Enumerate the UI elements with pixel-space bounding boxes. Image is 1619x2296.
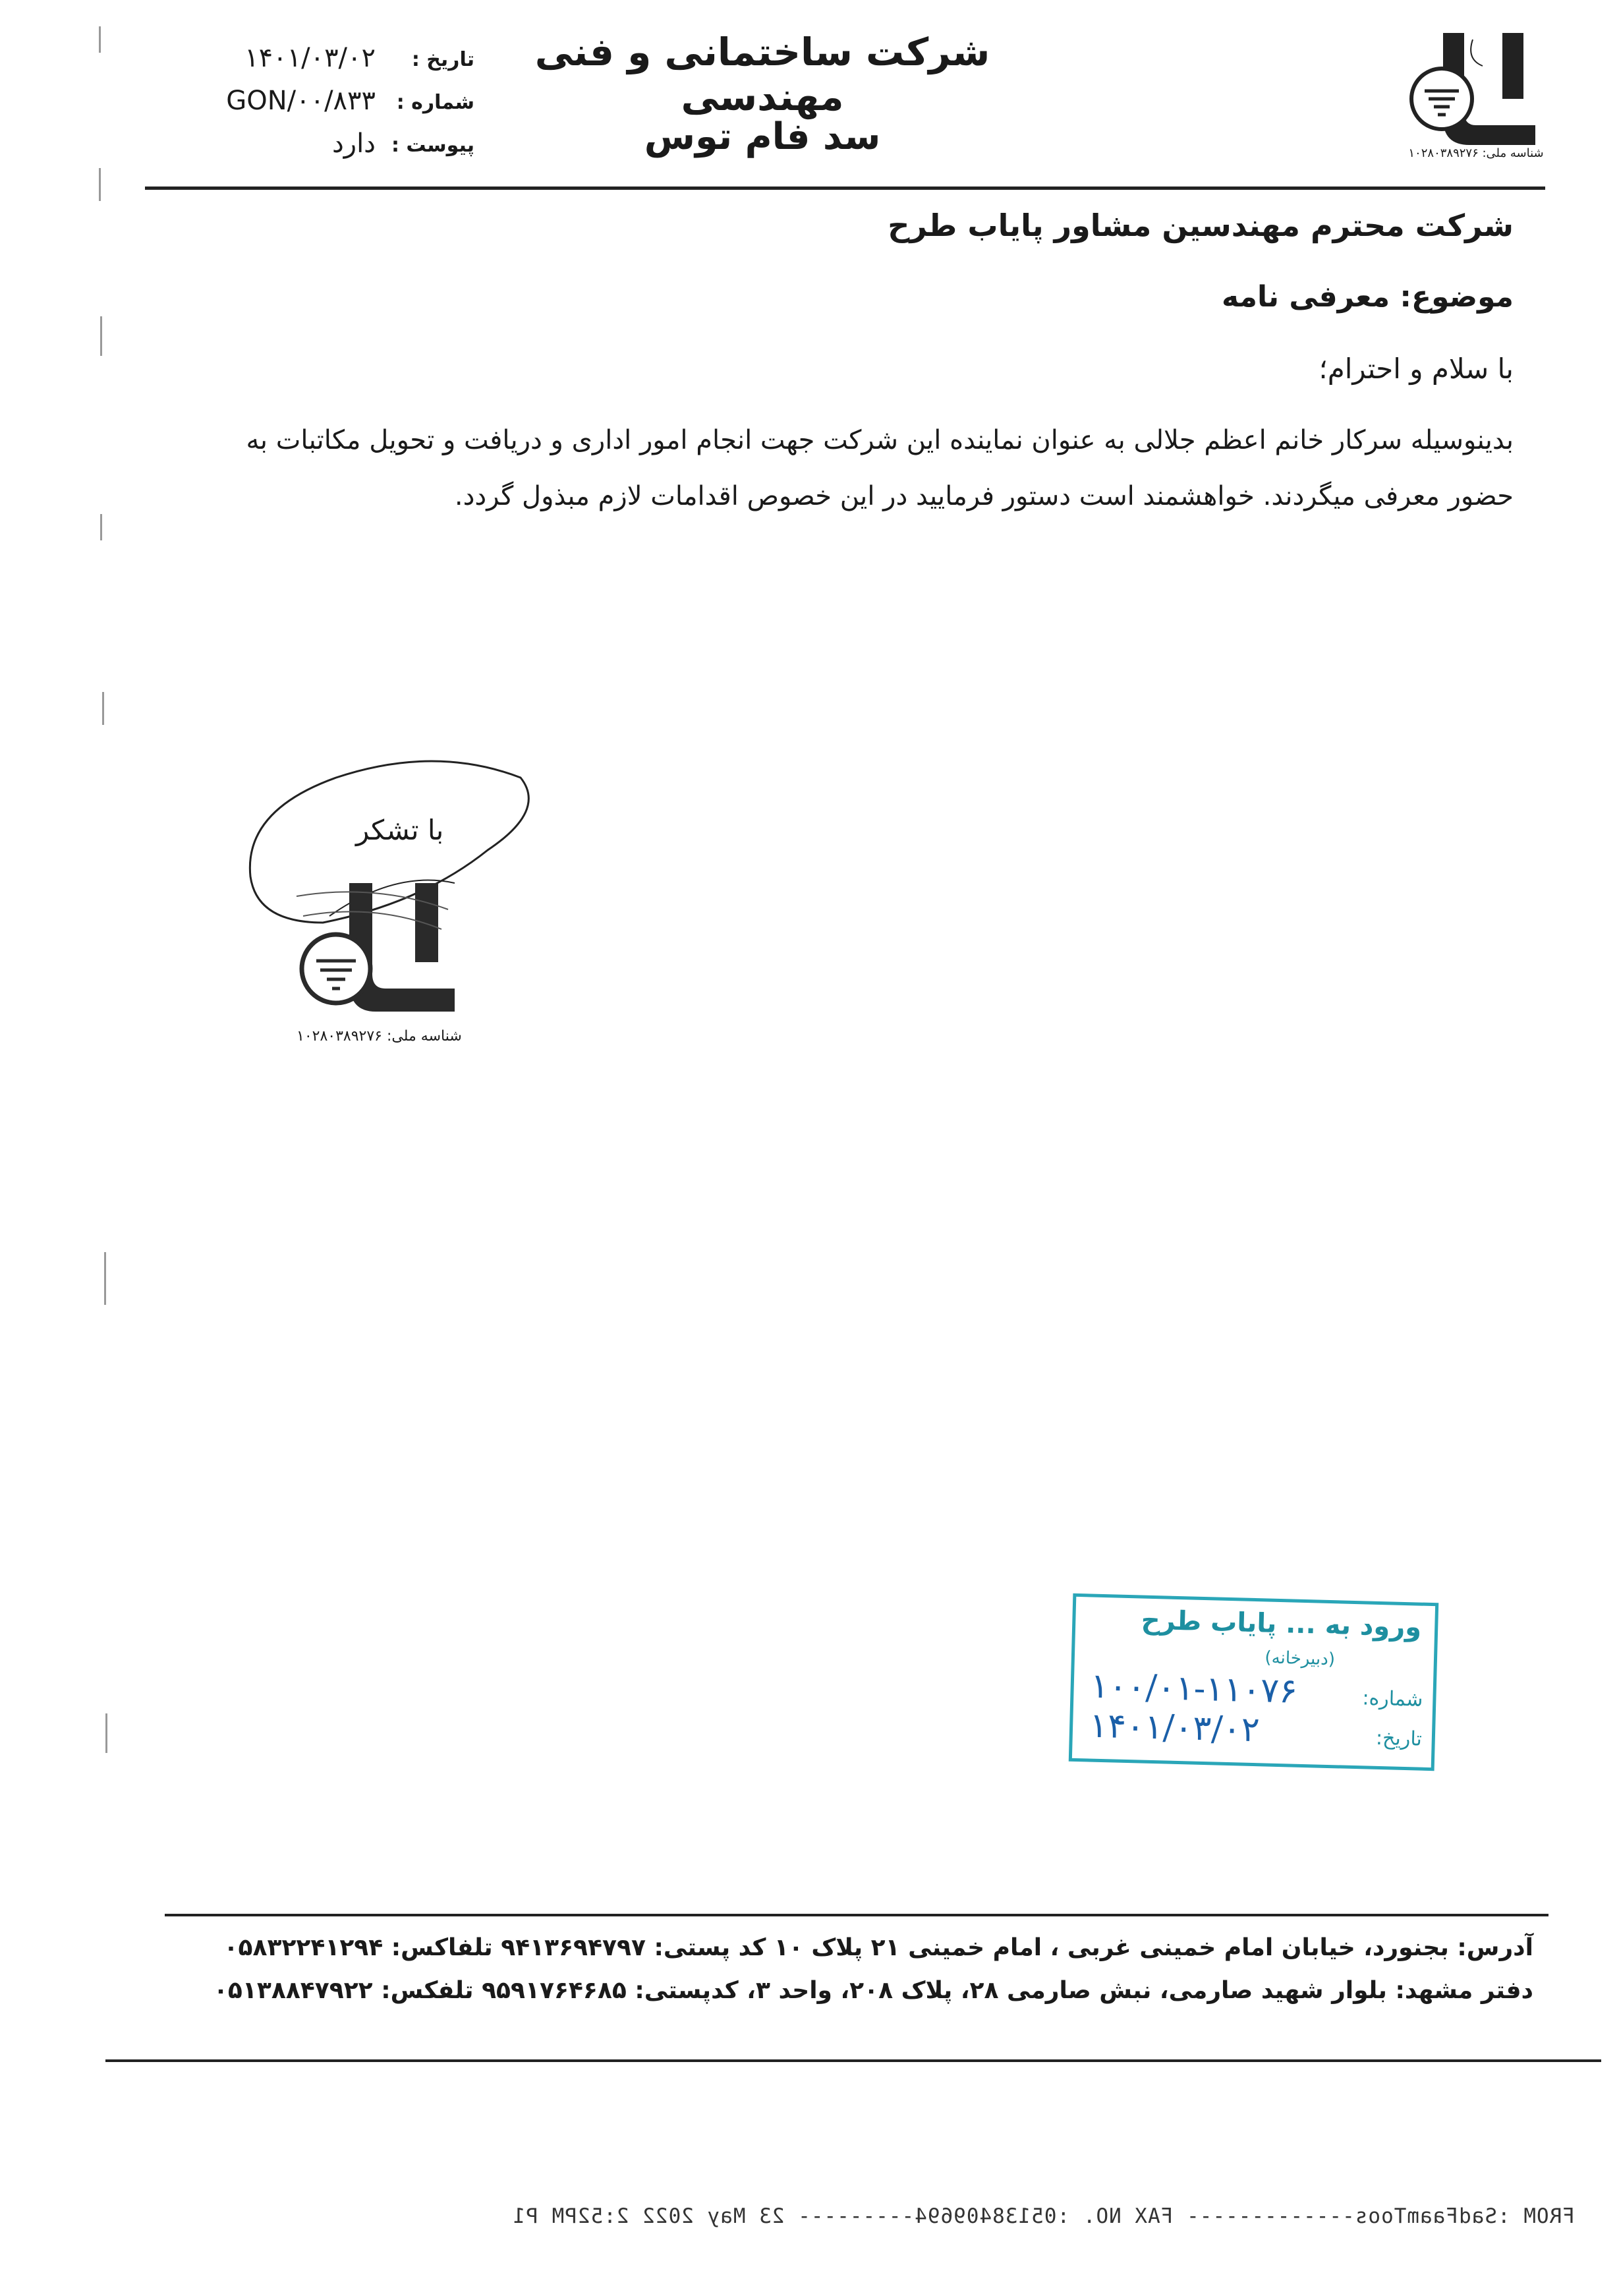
- stamp-subtitle: (دبیرخانه): [1264, 1648, 1336, 1670]
- margin-mark: [100, 514, 102, 540]
- company-subname: سد فام توس: [644, 115, 881, 158]
- stamp-title: ورود به ... پایاب طرح: [1141, 1605, 1422, 1643]
- footer-address-mashhad: دفتر مشهد: بلوار شهید صارمی، نبش صارمی ۲۸، پلاک ۲۰۸، واحد ۳، کدپستی: ۹۵۹۱۷۶۴۶۸۵ تلفکس: ۰۵۱۳۸۸۴۷۹۲۲: [213, 1977, 1533, 2004]
- meta-date: [185, 43, 474, 80]
- margin-mark: [104, 1252, 106, 1305]
- stamp-date-label: تاریخ:: [1375, 1726, 1423, 1751]
- stamp-number-value: ۱۰۰/۰۱-۱۱۰۷۶: [1089, 1666, 1298, 1711]
- meta-number-label: شماره :: [396, 91, 474, 114]
- margin-mark: [102, 692, 104, 725]
- company-name: شرکت ساختمانی و فنی مهندسی: [534, 30, 990, 119]
- letter-body-line: بدینوسیله سرکار خانم اعظم جلالی به عنوان نماینده این شرکت جهت انجام امور اداری و دریافت و تحویل مکاتبات به: [246, 425, 1514, 455]
- margin-mark: [105, 1713, 107, 1753]
- meta-number: [185, 86, 474, 123]
- footer-address-bojnurd: آدرس: بجنورد، خیابان امام خمینی غربی ، امام خمینی ۲۱ پلاک ۱۰ کد پستی: ۹۴۱۳۶۹۴۷۹۷ تلفاکس: ۰۵۸۳۲۲۴۱۲۹۴: [223, 1934, 1533, 1961]
- meta-number-value: GON/۰۰/۸۳۳: [226, 86, 376, 116]
- meta-attachment-value: دارد: [331, 129, 376, 159]
- meta-attachment-label: پیوست :: [391, 134, 474, 157]
- company-seal: [277, 870, 468, 1041]
- company-logo: [1404, 20, 1548, 152]
- meta-date-value: ۱۴۰۱/۰۳/۰۲: [244, 43, 376, 73]
- letter-greeting: با سلام و احترام؛: [1319, 353, 1514, 385]
- fax-transmission-line: FROM :SadFaamToos------------- FAX NO. :05138409694--------- 23 May 2022 2:52PM P1: [512, 2204, 1575, 2228]
- meta-attachment: [185, 129, 474, 165]
- stamp-number-label: شماره:: [1362, 1686, 1423, 1711]
- margin-mark: [99, 168, 101, 201]
- margin-mark: [100, 316, 102, 356]
- letter-body-line: حضور معرفی میگردند. خواهشمند است دستور فرمایید در این خصوص اقدامات لازم مبذول گردد.: [454, 481, 1514, 511]
- margin-mark: [99, 26, 101, 53]
- receipt-stamp: [1069, 1593, 1438, 1771]
- seal-national-id: شناسه ملی: ۱۰۲۸۰۳۸۹۲۷۶: [297, 1028, 462, 1045]
- letter-addressee: شرکت محترم مهندسین مشاور پایاب طرح: [888, 208, 1514, 243]
- letter-subject: موضوع: معرفی نامه: [1222, 280, 1514, 314]
- stamp-date-value: ۱۴۰۱/۰۳/۰۲: [1089, 1706, 1261, 1750]
- logo-national-id: شناسه ملی: ۱۰۲۸۰۳۸۹۲۷۶: [1408, 146, 1544, 160]
- signature-thanks: با تشکر: [356, 814, 444, 846]
- meta-date-label: تاریخ :: [411, 48, 474, 71]
- header-divider: [145, 187, 1545, 190]
- footer-divider-bottom: [105, 2059, 1601, 2062]
- footer-divider-top: [165, 1914, 1548, 1916]
